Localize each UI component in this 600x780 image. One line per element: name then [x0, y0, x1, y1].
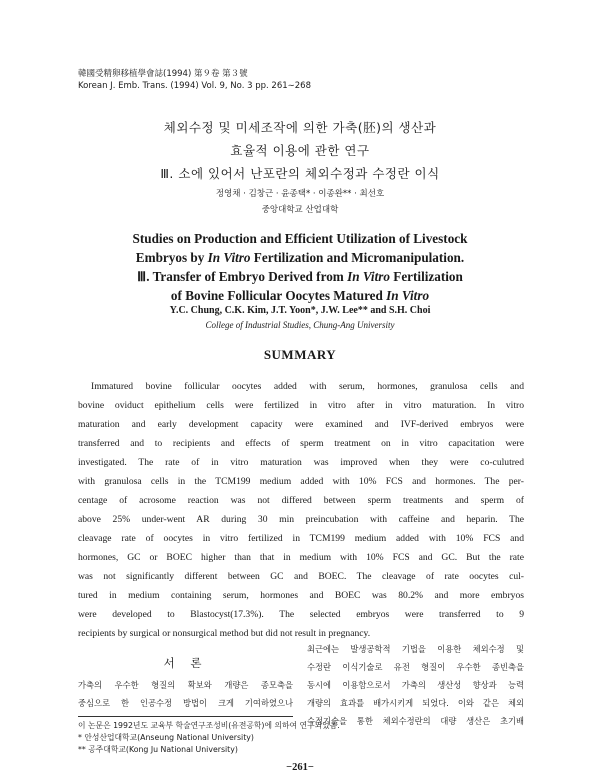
english-affiliation: College of Industrial Studies, Chung-Ang University — [205, 320, 395, 330]
korean-affiliation: 중앙대학교 산업대학 — [261, 205, 339, 215]
summary-line: bovine oviduct epithelium cells were fertilized in vitro after in vitro maturation. In vitro — [78, 400, 524, 411]
summary-line: with granulosa cells in the TCM199 medium added with 10% FCS and hormones. The per- — [78, 476, 524, 487]
summary-line: maturation and early development capacity were examined and IVF-derived embryos were — [78, 419, 524, 430]
intro-right-line: 수정란 이식기술로 유전 형질이 우수한 종빈축을 — [307, 662, 524, 672]
page-number: −261− — [286, 762, 314, 773]
english-title-line-4: of Bovine Follicular Oocytes Matured In Vitro — [170, 288, 430, 303]
introduction-heading: 서 론 — [163, 656, 208, 670]
summary-line: tured in medium containing serum, hormones and BOEC was 80.2% and more embryos — [78, 590, 524, 601]
english-title-line-2: Embryos by In Vitro Fertilization and Micromanipulation. — [135, 250, 465, 265]
english-title-line-1: Studies on Production and Efficient Utilization of Livestock — [132, 231, 468, 246]
summary-heading: SUMMARY — [263, 347, 337, 362]
summary-line: Immatured bovine follicular oocytes added with serum, hormones, granulosa cells and — [91, 381, 524, 392]
intro-right-line: 최근에는 발생공학적 기법을 이용한 체외수정 및 — [307, 644, 524, 654]
journal-citation-korean: 韓國受精卵移植學會誌(1994) 第９卷 第３號 — [78, 69, 248, 79]
korean-title-line-1: 체외수정 및 미세조작에 의한 가축(胚)의 생산과 — [163, 120, 437, 135]
summary-line: was not significantly different between GC and BOEC. The cleavage of rate oocytes cul- — [78, 571, 524, 582]
summary-line: centage of acrosome reaction was not differed between sperm treatments and sperm of — [78, 495, 524, 506]
summary-line: were developed to Blastocyst(17.3%). The selected embryos were transferred to 9 — [78, 609, 524, 620]
summary-line: investigated. The rate of in vitro maturation was improved when they were co-culutred — [78, 457, 524, 468]
korean-title-line-3: Ⅲ. 소에 있어서 난포란의 체외수정과 수정란 이식 — [160, 166, 440, 181]
footnote-funding: 이 논문은 1992년도 교육부 학술연구조성비(유전공학)에 의하여 연구되었음. — [78, 721, 340, 730]
summary-line: recipients by surgical or nonsurgical method but did not result in pregnancy. — [78, 628, 371, 639]
intro-right-line: 동시에 이용함으로서 가축의 생산성 향상과 능력 — [307, 680, 524, 690]
intro-right-line: 개량의 효과를 배가시키게 되었다. 이와 같은 체외 — [307, 698, 524, 708]
summary-line: transferred and to recipients and effects of sperm treatment on in vitro capacitation were — [78, 438, 524, 449]
english-title-line-3: Ⅲ. Transfer of Embryo Derived from In Vitro Fertilization — [137, 269, 463, 284]
footnote-affiliation-1: * 안성산업대학교(Anseung National University) — [78, 733, 254, 742]
summary-line: hormones, GC or BOEC higher than that in medium with 10% FCS and GC. But the rate — [78, 552, 524, 563]
intro-left-line: 중심으로 한 인공수정 방법이 크게 기여하였으나 — [78, 698, 293, 708]
summary-line: cleavage rate of oocytes in vitro fertilized in TCM199 medium added with 10% FCS and — [78, 533, 524, 544]
intro-left-line: 가축의 우수한 형질의 확보와 개량은 종모축을 — [78, 680, 293, 690]
english-authors: Y.C. Chung, C.K. Kim, J.T. Yoon*, J.W. Lee** and S.H. Choi — [169, 305, 431, 316]
korean-title-line-2: 효율적 이용에 관한 연구 — [230, 143, 370, 158]
journal-citation-english: Korean J. Emb. Trans. (1994) Vol. 9, No. 3 pp. 261∼268 — [78, 81, 311, 91]
summary-line: above 25% under-went AR during 30 min preincubation with caffeine and heparin. The — [78, 514, 524, 525]
korean-authors: 정영채 · 김창근 · 윤종택* · 이종완** · 최선호 — [215, 189, 385, 199]
footnote-affiliation-2: ** 공주대학교(Kong Ju National University) — [78, 745, 238, 754]
intro-right-line: 수정기술을 통한 체외수정란의 대량 생산은 초기배 — [307, 716, 524, 726]
footnote-divider — [78, 716, 293, 717]
